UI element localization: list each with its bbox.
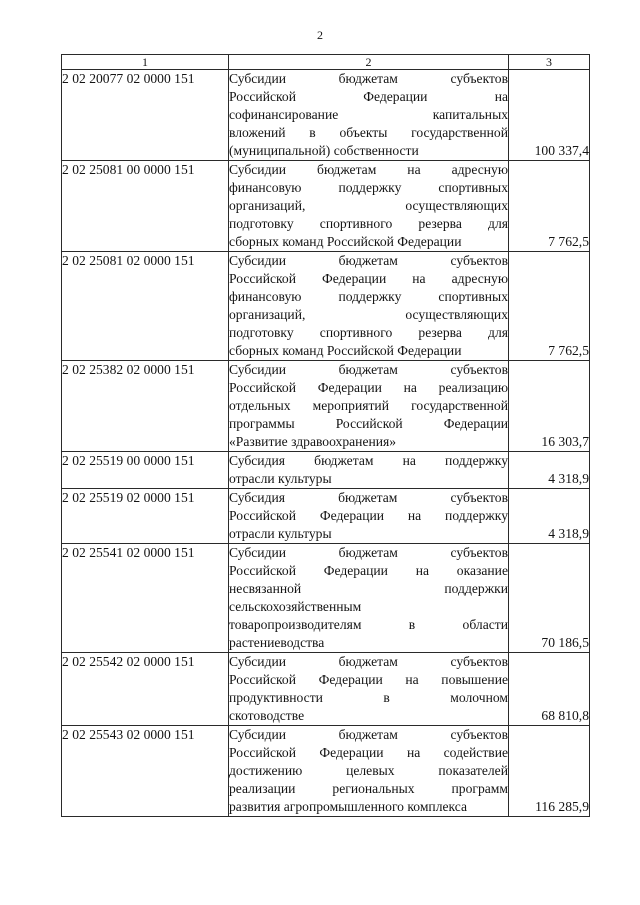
description-line: Субсидии бюджетам субъектов <box>229 362 508 377</box>
description-line: Российской Федерации на оказание <box>229 563 508 578</box>
description-line: сборных команд Российской Федерации <box>229 343 462 358</box>
subsidy-amount: 4 318,9 <box>509 452 590 489</box>
description-line: Российской Федерации на повышение <box>229 672 508 687</box>
description-line: подготовку спортивного резерва для <box>229 325 508 340</box>
budget-code: 2 02 25542 02 0000 151 <box>62 653 229 726</box>
table-row <box>62 70 590 161</box>
subsidy-amount: 7 762,5 <box>509 161 590 252</box>
table-row <box>62 161 590 252</box>
table-row <box>62 726 590 817</box>
description-line: Российской Федерации на поддержку <box>229 508 508 523</box>
subsidy-description <box>229 361 509 452</box>
description-line: Субсидия бюджетам субъектов <box>229 490 508 505</box>
description-line: несвязанной поддержки <box>229 581 508 596</box>
subsidy-amount: 16 303,7 <box>509 361 590 452</box>
table-row <box>62 653 590 726</box>
description-line: достижению целевых показателей <box>229 763 508 778</box>
description-line: Субсидии бюджетам субъектов <box>229 727 508 742</box>
subsidies-table <box>61 54 590 817</box>
budget-code: 2 02 25541 02 0000 151 <box>62 544 229 653</box>
table-row <box>62 544 590 653</box>
budget-code: 2 02 25081 00 0000 151 <box>62 161 229 252</box>
description-line: реализации региональных программ <box>229 781 508 796</box>
description-line: организаций, осуществляющих <box>229 198 508 213</box>
description-line: Субсидии бюджетам субъектов <box>229 71 508 86</box>
description-line: продуктивности в молочном <box>229 690 508 705</box>
description-line: сборных команд Российской Федерации <box>229 234 462 249</box>
description-line: Субсидии бюджетам субъектов <box>229 654 508 669</box>
description-line: (муниципальной) собственности <box>229 143 419 158</box>
description-line: Субсидия бюджетам на поддержку <box>229 453 508 468</box>
budget-code: 2 02 25519 00 0000 151 <box>62 452 229 489</box>
description-line: программы Российской Федерации <box>229 416 508 431</box>
subsidy-description <box>229 252 509 361</box>
column-header: 3 <box>509 55 590 70</box>
budget-code: 2 02 25519 02 0000 151 <box>62 489 229 544</box>
table-row <box>62 252 590 361</box>
budget-code: 2 02 25382 02 0000 151 <box>62 361 229 452</box>
description-line: Российской Федерации на реализацию <box>229 380 508 395</box>
subsidy-description <box>229 489 509 544</box>
subsidy-description <box>229 161 509 252</box>
subsidy-description <box>229 544 509 653</box>
description-line: финансовую поддержку спортивных <box>229 289 508 304</box>
budget-code: 2 02 25543 02 0000 151 <box>62 726 229 817</box>
budget-code: 2 02 20077 02 0000 151 <box>62 70 229 161</box>
table-row <box>62 361 590 452</box>
subsidy-amount: 100 337,4 <box>509 70 590 161</box>
description-line: отдельных мероприятий государственной <box>229 398 508 413</box>
subsidy-amount: 7 762,5 <box>509 252 590 361</box>
description-line: растениеводства <box>229 635 325 650</box>
description-line: финансовую поддержку спортивных <box>229 180 508 195</box>
description-line: Российской Федерации на содействие <box>229 745 508 760</box>
subsidy-description <box>229 726 509 817</box>
subsidy-amount: 68 810,8 <box>509 653 590 726</box>
column-header: 2 <box>229 55 509 70</box>
table-header-row <box>62 55 590 70</box>
description-line: подготовку спортивного резерва для <box>229 216 508 231</box>
subsidy-amount: 116 285,9 <box>509 726 590 817</box>
description-line: Субсидии бюджетам на адресную <box>229 162 508 177</box>
description-line: софинансирование капитальных <box>229 107 508 122</box>
description-line: Субсидии бюджетам субъектов <box>229 253 508 268</box>
description-line: развития агропромышленного комплекса <box>229 799 468 814</box>
subsidy-description <box>229 70 509 161</box>
description-line: Российской Федерации на адресную <box>229 271 508 286</box>
description-line: организаций, осуществляющих <box>229 307 508 322</box>
page-number: 2 <box>317 28 323 42</box>
description-line: скотоводстве <box>229 708 305 723</box>
table-row <box>62 452 590 489</box>
table-row <box>62 489 590 544</box>
description-line: Субсидии бюджетам субъектов <box>229 545 508 560</box>
description-line: «Развитие здравоохранения» <box>229 434 397 449</box>
subsidy-amount: 70 186,5 <box>509 544 590 653</box>
description-line: отрасли культуры <box>229 471 332 486</box>
subsidy-description <box>229 452 509 489</box>
description-line: товаропроизводителям в области <box>229 617 508 632</box>
description-line: отрасли культуры <box>229 526 332 541</box>
subsidy-description <box>229 653 509 726</box>
description-line: вложений в объекты государственной <box>229 125 508 140</box>
description-line: Российской Федерации на <box>229 89 508 104</box>
column-header: 1 <box>62 55 229 70</box>
budget-code: 2 02 25081 02 0000 151 <box>62 252 229 361</box>
description-line: сельскохозяйственным <box>229 599 362 614</box>
subsidy-amount: 4 318,9 <box>509 489 590 544</box>
